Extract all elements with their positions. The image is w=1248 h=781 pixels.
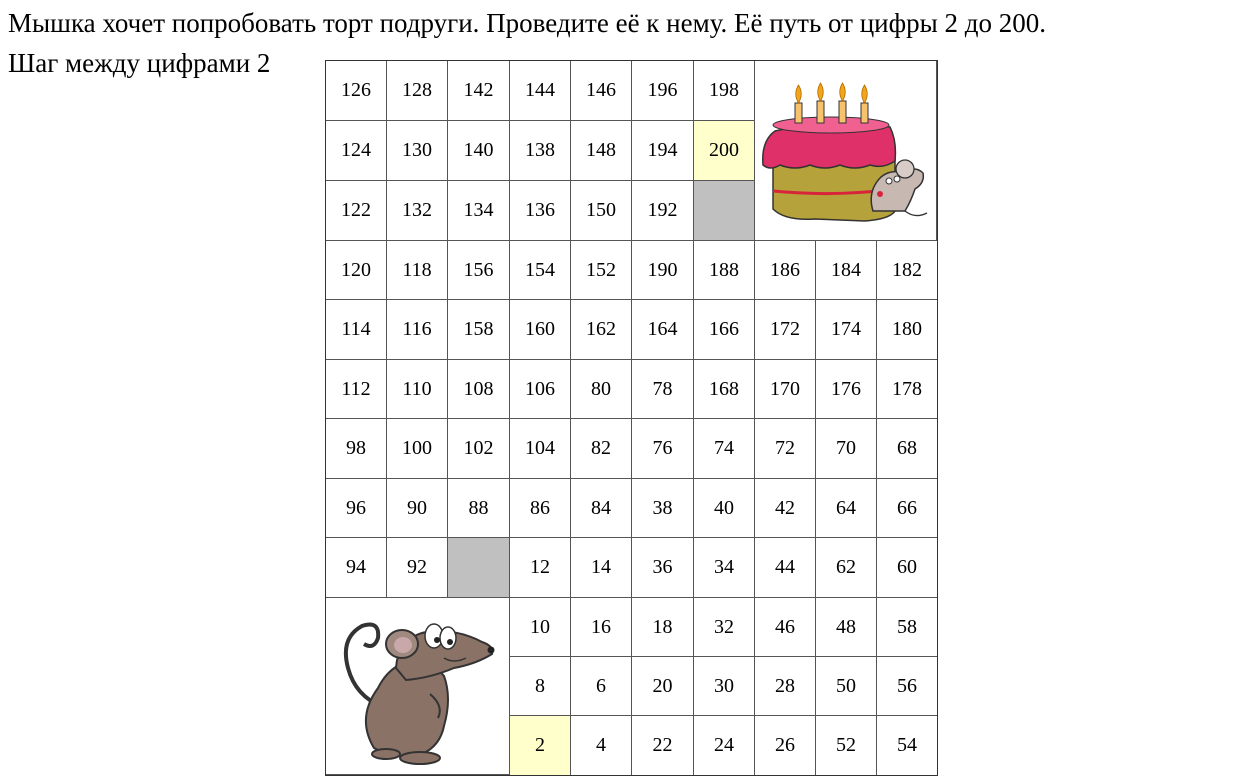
maze-cell[interactable]: 136 — [509, 180, 571, 241]
maze-cell[interactable]: 96 — [325, 478, 387, 538]
maze-cell[interactable]: 34 — [693, 537, 755, 598]
maze-cell[interactable]: 140 — [447, 120, 510, 181]
maze-cell[interactable]: 74 — [693, 418, 755, 479]
maze-cell[interactable]: 76 — [631, 418, 694, 479]
finish-cell[interactable]: 200 — [693, 120, 755, 181]
maze-cell[interactable]: 192 — [631, 180, 694, 241]
blocked-cell[interactable] — [447, 537, 510, 598]
maze-cell[interactable]: 102 — [447, 418, 510, 479]
cake-picture — [754, 60, 937, 241]
maze-cell[interactable]: 188 — [693, 240, 755, 300]
maze-cell[interactable]: 138 — [509, 120, 571, 181]
maze-cell[interactable]: 144 — [509, 60, 571, 121]
maze-cell[interactable]: 24 — [693, 715, 755, 776]
maze-cell[interactable]: 184 — [815, 240, 877, 300]
maze-cell[interactable]: 22 — [631, 715, 694, 776]
maze-cell[interactable]: 172 — [754, 299, 816, 360]
maze-cell[interactable]: 54 — [876, 715, 938, 776]
maze-cell[interactable]: 20 — [631, 656, 694, 716]
maze-cell[interactable]: 194 — [631, 120, 694, 181]
maze-cell[interactable]: 196 — [631, 60, 694, 121]
maze-cell[interactable]: 150 — [570, 180, 632, 241]
maze-cell[interactable]: 10 — [509, 597, 571, 657]
maze-cell[interactable]: 42 — [754, 478, 816, 538]
maze-cell[interactable]: 108 — [447, 359, 510, 419]
maze-cell[interactable]: 40 — [693, 478, 755, 538]
maze-cell[interactable]: 36 — [631, 537, 694, 598]
maze-cell[interactable]: 104 — [509, 418, 571, 479]
maze-cell[interactable]: 62 — [815, 537, 877, 598]
maze-cell[interactable]: 160 — [509, 299, 571, 360]
maze-cell[interactable]: 120 — [325, 240, 387, 300]
maze-cell[interactable]: 176 — [815, 359, 877, 419]
maze-cell[interactable]: 98 — [325, 418, 387, 479]
maze-cell[interactable]: 152 — [570, 240, 632, 300]
maze-cell[interactable]: 78 — [631, 359, 694, 419]
maze-cell[interactable]: 126 — [325, 60, 387, 121]
number-maze — [325, 60, 937, 775]
maze-cell[interactable]: 68 — [876, 418, 938, 479]
maze-cell[interactable]: 64 — [815, 478, 877, 538]
instruction-line-2: Шаг между цифрами 2 — [8, 48, 271, 78]
maze-cell[interactable]: 12 — [509, 537, 571, 598]
maze-cell[interactable]: 38 — [631, 478, 694, 538]
maze-cell[interactable]: 180 — [876, 299, 938, 360]
instruction-line-1: Мышка хочет попробовать торт подруги. Проведите её к нему. Её путь от цифры 2 до 200. — [8, 8, 1046, 38]
maze-cell[interactable]: 166 — [693, 299, 755, 360]
maze-cell[interactable]: 88 — [447, 478, 510, 538]
maze-cell[interactable]: 186 — [754, 240, 816, 300]
maze-cell[interactable]: 100 — [386, 418, 448, 479]
maze-cell[interactable]: 164 — [631, 299, 694, 360]
maze-cell[interactable]: 56 — [876, 656, 938, 716]
maze-cell[interactable]: 26 — [754, 715, 816, 776]
maze-cell[interactable]: 52 — [815, 715, 877, 776]
maze-cell[interactable]: 178 — [876, 359, 938, 419]
maze-cell[interactable]: 142 — [447, 60, 510, 121]
maze-cell[interactable]: 60 — [876, 537, 938, 598]
maze-cell[interactable]: 114 — [325, 299, 387, 360]
maze-cell[interactable]: 132 — [386, 180, 448, 241]
maze-cell[interactable]: 8 — [509, 656, 571, 716]
maze-cell[interactable]: 128 — [386, 60, 448, 121]
maze-cell[interactable]: 84 — [570, 478, 632, 538]
maze-cell[interactable]: 80 — [570, 359, 632, 419]
maze-cell[interactable]: 66 — [876, 478, 938, 538]
maze-cell[interactable]: 122 — [325, 180, 387, 241]
maze-cell[interactable]: 146 — [570, 60, 632, 121]
maze-cell[interactable]: 70 — [815, 418, 877, 479]
maze-cell[interactable]: 90 — [386, 478, 448, 538]
maze-cell[interactable]: 28 — [754, 656, 816, 716]
maze-cell[interactable]: 44 — [754, 537, 816, 598]
maze-cell[interactable]: 156 — [447, 240, 510, 300]
maze-cell[interactable]: 162 — [570, 299, 632, 360]
maze-cell[interactable]: 124 — [325, 120, 387, 181]
maze-cell[interactable]: 14 — [570, 537, 632, 598]
maze-cell[interactable]: 50 — [815, 656, 877, 716]
mouse-picture — [325, 597, 510, 775]
maze-cell[interactable]: 106 — [509, 359, 571, 419]
maze-cell[interactable]: 6 — [570, 656, 632, 716]
maze-cell[interactable]: 86 — [509, 478, 571, 538]
maze-cell[interactable]: 18 — [631, 597, 694, 657]
maze-cell[interactable]: 16 — [570, 597, 632, 657]
blocked-cell[interactable] — [693, 180, 755, 241]
maze-cell[interactable]: 46 — [754, 597, 816, 657]
maze-cell[interactable]: 110 — [386, 359, 448, 419]
maze-cell[interactable]: 94 — [325, 537, 387, 598]
maze-cell[interactable]: 168 — [693, 359, 755, 419]
start-cell[interactable]: 2 — [509, 715, 571, 776]
maze-cell[interactable]: 92 — [386, 537, 448, 598]
maze-cell[interactable]: 118 — [386, 240, 448, 300]
maze-cell[interactable]: 130 — [386, 120, 448, 181]
maze-cell[interactable]: 174 — [815, 299, 877, 360]
maze-cell[interactable]: 4 — [570, 715, 632, 776]
maze-cell[interactable]: 182 — [876, 240, 938, 300]
maze-cell[interactable]: 112 — [325, 359, 387, 419]
maze-cell[interactable]: 170 — [754, 359, 816, 419]
maze-cell[interactable]: 32 — [693, 597, 755, 657]
maze-cell[interactable]: 30 — [693, 656, 755, 716]
maze-cell[interactable]: 148 — [570, 120, 632, 181]
maze-cell[interactable]: 58 — [876, 597, 938, 657]
mouse-icon — [326, 598, 509, 775]
maze-cell[interactable]: 72 — [754, 418, 816, 479]
maze-cell[interactable]: 134 — [447, 180, 510, 241]
maze-cell[interactable]: 154 — [509, 240, 571, 300]
maze-cell[interactable]: 190 — [631, 240, 694, 300]
maze-cell[interactable]: 48 — [815, 597, 877, 657]
maze-cell[interactable]: 82 — [570, 418, 632, 479]
maze-cell[interactable]: 116 — [386, 299, 448, 360]
maze-cell[interactable]: 158 — [447, 299, 510, 360]
maze-cell[interactable]: 198 — [693, 60, 755, 121]
birthday-cake-icon — [755, 61, 937, 241]
